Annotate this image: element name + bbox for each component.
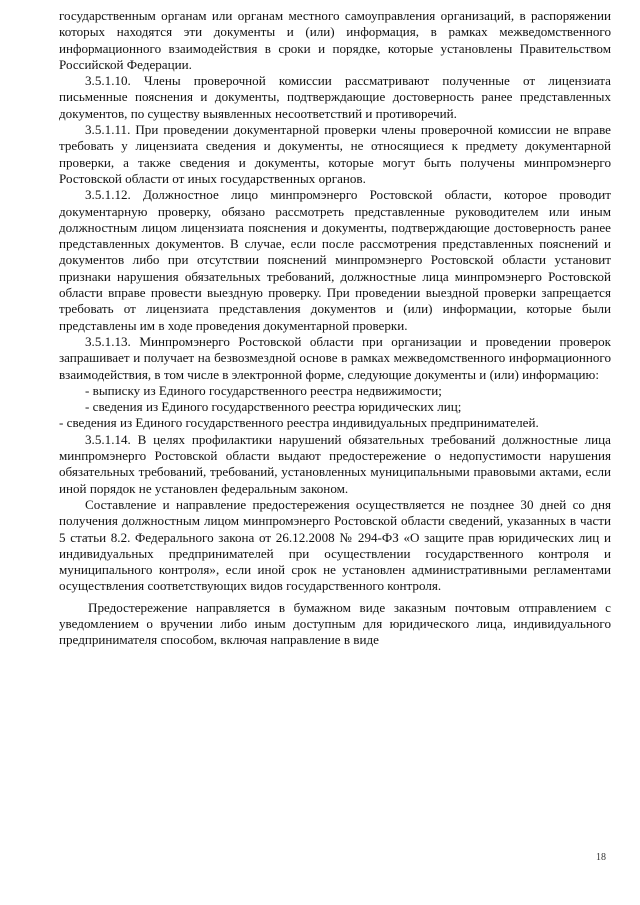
page-number: 18 [596, 852, 606, 863]
paragraph-3-5-1-10: 3.5.1.10. Члены проверочной комиссии рассматривают полученные от лицензиата письменные пояснения и документы, подтверждающие достоверность ранее представленных документов, по существу выявленных несоответствий и противоречий. [59, 73, 611, 121]
paragraph-3-5-1-13: 3.5.1.13. Минпромэнерго Ростовской области при организации и проведении проверок запрашивает и получает на безвозмездной основе в рамках межведомственного информационного взаимодействия, в том числе в электронной форме, следующие документы и (или) информацию: [59, 333, 611, 382]
paragraph-warning-procedure: Составление и направление предостережения осуществляется не позднее 30 дней со дня получения должностным лицом минпромэнерго Ростовской области сведений, указанных в части 5 статьи 8.2. Федерального закона от 26.12.2008 № 294-ФЗ «О защите прав юридических лиц и индивидуальных предпринимателей при осуществлении государственного контроля и муниципального контроля», если иной срок не установлен административными регламентами осуществления соответствующих видов государственного контроля. [59, 496, 611, 594]
document-body [59, 8, 611, 649]
paragraph-3-5-1-12: 3.5.1.12. Должностное лицо минпромэнерго Ростовской области, которое проводит документарную проверку, обязано рассмотреть представленные руководителем или иным должностным лицом лицензиата пояснения и документы, подтверждающие достоверность ранее представленных документов. В случае, если после рассмотрения представленных пояснений и документов либо при отсутствии пояснений минпромэнерго Ростовской области установит признаки нарушения обязательных требований, должностные лица минпромэнерго Ростовской области вправе провести выездную проверку. При проведении выездной проверки запрещается требовать от лицензиата представления документов и (или) информации, которые были представлены им в ходе проведения документарной проверки. [59, 187, 611, 333]
paragraph-continuation: государственным органам или органам местного самоуправления организаций, в распоряжении которых находятся эти документы и (или) информация, в рамках межведомственного информационного взаимодействия в сроки и порядке, которые установлены Правительством Российской Федерации. [59, 8, 611, 72]
paragraph-warning-delivery: Предостережение направляется в бумажном виде заказным почтовым отправлением с уведомлением о вручении либо иным доступным для юридического лица, индивидуального предпринимателя способом, включая направление в виде [59, 599, 611, 648]
list-item-legal-entities-registry: - сведения из Единого государственного реестра юридических лиц; [85, 399, 462, 415]
list-item-entrepreneurs-registry: - сведения из Единого государственного реестра индивидуальных предпринимателей. [59, 415, 539, 431]
paragraph-3-5-1-11: 3.5.1.11. При проведении документарной проверки члены проверочной комиссии не вправе требовать у лицензиата сведения и документы, не относящиеся к предмету документарной проверки, а также сведения и документы, которые могут быть получены минпромэнерго Ростовской области от иных государственных органов. [59, 122, 611, 186]
list-item-real-estate-registry: - выписку из Единого государственного реестра недвижимости; [85, 382, 442, 398]
paragraph-3-5-1-14: 3.5.1.14. В целях профилактики нарушений обязательных требований должностные лица минпромэнерго Ростовской области выдают предостережение о недопустимости нарушения обязательных требований, требований, установленных муниципальными правовыми актами, если иной порядок не установлен федеральным законом. [59, 431, 611, 496]
